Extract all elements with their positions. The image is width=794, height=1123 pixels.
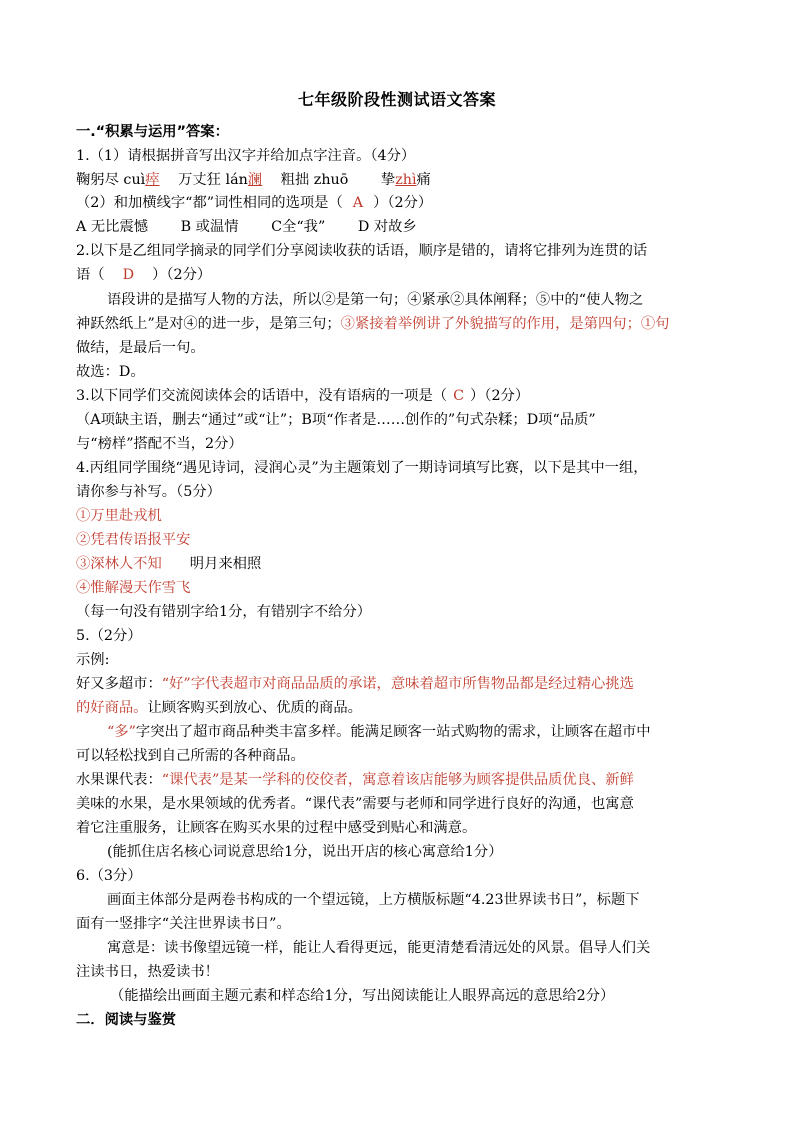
q5-shop-name-1: 好又多超市： [76,676,162,692]
q2-stem2-text: 语（ [76,267,105,283]
q3-answer: C [453,388,465,404]
q1-word4-char: 挚 [380,172,396,188]
q1-word1-prompt: 鞠躬尽 cuì [76,172,146,188]
q3-explain-1: （A项缺主语，删去“通过”或“让”；B项“作者是……创作的”句式杂糅；D项“品质” [76,412,596,428]
q6-text-3: 寓意是：读书像望远镜一样，能让人看得更远，能更清楚看清远处的风景。倡导人们关 [107,940,651,956]
option-c: C全“我” [271,219,326,235]
q4-answer-1: ①万里赴戎机 [76,508,162,524]
q2-explain-2 [76,312,721,336]
q5-shop-name-2: 水果课代表： [76,772,162,788]
option-d: D 对故乡 [357,219,417,235]
q5-example-2-red: “课代表”是某一学科的佼佼者，寓意着该店能够为顾客提供品质优良、新鲜 [161,772,634,788]
q2-explain-3: 做结，是最后一句。 [76,340,205,356]
section-heading-2: 二．阅读与鉴赏 [76,1012,177,1028]
q6-heading: 6.（3分） [76,868,142,884]
q5-example-1-more [107,720,752,744]
q4-answer-2: ②凭君传语报平安 [76,532,191,548]
q1-word4-answer: zhì [395,172,417,188]
q1-stem-1: 1.（1）请根据拼音写出汉字并给加点字注音。（4分） [76,148,416,164]
option-a: A 无比震憾 [76,219,149,235]
q2-answer: D [122,267,135,283]
q1-word2-prompt: 万丈狂 lán [178,172,248,188]
q5-example-2-end: 着它注重服务，让顾客在购买水果的过程中感受到贴心和满意。 [76,820,477,836]
q5-example-1-end: 可以轻松找到自己所需的各种商品。 [76,748,305,764]
q6-text-2: 面有一竖排字“关注世界读书日”。 [76,916,291,932]
q3-stem [76,384,721,408]
q5-example-1-cont-black: 让顾客购买到放心、优质的商品。 [147,700,362,716]
q3-score: ）（2分） [470,388,530,404]
q1-stem2-answer: A [352,195,364,211]
q1-word2-answer: 澜 [247,172,263,188]
q1-word4-tail: 痛 [416,172,431,188]
q2-conclusion: 故选：D。 [76,364,145,380]
q4-scoring-note: （每一句没有错别字给1分，有错别字不给分） [76,604,372,620]
q5-scoring-note: (能抓住店名核心词说意思给1分，说出开店的核心寓意给1分） [107,844,503,860]
q5-example-2 [76,768,721,792]
q1-answers-row [76,168,721,192]
q2-score: ）（2分） [152,267,212,283]
option-b: B 或温情 [180,219,239,235]
q1-options [76,215,721,239]
q4-answer-4: ④惟解漫天作雪飞 [76,580,191,596]
q1-stem-2 [76,191,721,215]
q1-word3: 粗拙 zhuō [280,172,349,188]
q2-explain-2-black: 神跃然纸上”是对④的进一步，是第三句； [76,316,341,332]
q4-stem-2: 请你参与补写。（5分） [76,484,221,500]
q4-stem-1: 4.丙组同学围绕“遇见诗词，浸润心灵”为主题策划了一期诗词填写比赛，以下是其中一组， [76,460,648,476]
q6-text-1: 画面主体部分是两卷书构成的一个望远镜，上方横版标题“4.23世界读书日”，标题下 [107,892,640,908]
q6-scoring-note: （能描绘出画面主题元素和样态给1分，写出阅读能让人眼界高远的意思给2分） [110,988,615,1004]
q5-example-1 [76,672,721,696]
q5-example-1-red: “好”字代表超市对商品品质的承诺，意味着超市所售物品都是经过精心挑选 [161,676,634,692]
q5-example-2-cont: 美味的水果，是水果领域的优秀者。“课代表”需要与老师和同学进行良好的沟通，也寓意 [76,796,634,812]
q5-heading: 5.（2分） [76,628,142,644]
q3-stem-text: 3.以下同学们交流阅读体会的话语中，没有语病的一项是（ [76,388,448,404]
q5-example-1-cont [76,696,721,720]
q1-word1-answer: 瘁 [145,172,160,188]
q1-stem2-score: ）（2分） [373,195,433,211]
q4-answer-3-red: ③深林人不知 [76,556,162,572]
page-title: 七年级阶段性测试语文答案 [297,90,496,109]
section-heading-1: 一.“积累与运用”答案： [76,124,229,140]
q2-stem-1: 2.以下是乙组同学摘录的同学们分享阅读收获的话语，顺序是错的，请将它排列为连贯的话 [76,243,648,259]
q5-example-label: 示例: [76,652,110,668]
q5-duo-red: “多” [107,724,136,740]
q1-stem2-text: （2）和加横线字“都”词性相同的选项是（ [76,195,343,211]
q4-answer-3 [76,552,721,576]
q2-explain-1: 语段讲的是描写人物的方法，所以②是第一句；④紧承②具体阐释；⑤中的“使人物之 [107,292,644,308]
q2-explain-2-red: ③紧接着举例讲了外貌描写的作用，是第四句；①句 [340,316,670,332]
q4-answer-3-black: 明月来相照 [189,556,262,572]
q3-explain-2: 与“榜样”搭配不当，2分） [76,436,243,452]
q5-example-1-cont-red: 的好商品。 [76,700,148,716]
q2-stem-2 [76,263,721,287]
q5-duo-black: 字突出了超市商品种类丰富多样。能满足顾客一站式购物的需求，让顾客在超市中 [135,724,651,740]
q6-text-4: 注读书日，热爱读书！ [76,964,219,980]
